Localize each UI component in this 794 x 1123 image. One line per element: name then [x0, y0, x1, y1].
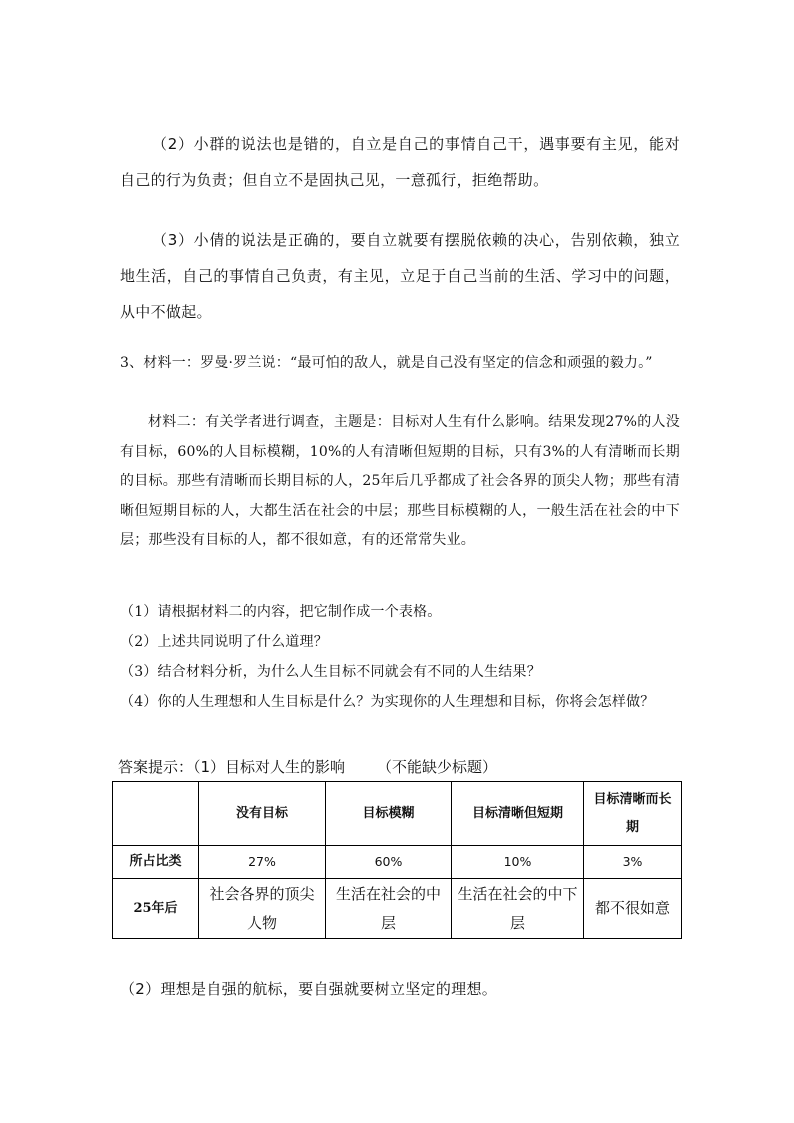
table-header-row	[113, 782, 682, 846]
question-4: （4）你的人生理想和人生目标是什么？为实现你的人生理想和目标，你将会怎样做？	[120, 694, 655, 710]
table-row	[113, 879, 682, 939]
table-cell: 27%	[199, 846, 326, 879]
table-corner-cell	[113, 782, 199, 846]
table-header-cell: 目标清晰而长期	[584, 782, 682, 846]
table-header-cell: 没有目标	[199, 782, 326, 846]
table-row-header: 所占比类	[113, 846, 199, 879]
material-one: 3、材料一：罗曼·罗兰说：“最可怕的敌人，就是自己没有坚定的信念和顽强的毅力。”	[120, 355, 653, 371]
answer-hint-label: 答案提示：（1）目标对人生的影响	[118, 758, 346, 776]
table-cell: 10%	[452, 846, 584, 879]
table-header-cell: 目标清晰但短期	[452, 782, 584, 846]
question-2: （2）上述共同说明了什么道理？	[120, 634, 328, 650]
table-cell: 生活在社会的中层	[326, 879, 452, 939]
table-cell: 60%	[326, 846, 452, 879]
table-cell: 都不很如意	[584, 879, 682, 939]
material-two: 材料二：有关学者进行调查，主题是：目标对人生有什么影响。结果发现27%的人没有目标，60%的人目标模糊，10%的人有清晰但短期的目标，只有3%的人有清晰而长期的目标。那些有清晰而长期目标的人，25年后几乎都成了社会各界的顶尖人物；那些有清晰但短期目标的人，大都生活在社会的中层；那些目标模糊的人，一般生活在社会的中下层；那些没有目标的人，都不很如意，有的还常常失业。	[120, 414, 680, 548]
table-cell: 生活在社会的中下层	[452, 879, 584, 939]
table-row-header: 25年后	[113, 879, 199, 939]
answer-paragraph-3: （3）小倩的说法是正确的，要自立就要有摆脱依赖的决心，告别依赖，独立地生活，自己的事情自己负责，有主见，立足于自己当前的生活、学习中的问题，从中不做起。	[120, 231, 680, 321]
answer-2: （2）理想是自强的航标，要自强就要树立坚定的理想。	[120, 980, 498, 998]
table-cell: 3%	[584, 846, 682, 879]
answer-hint	[118, 754, 497, 780]
table-cell: 社会各界的顶尖人物	[199, 879, 326, 939]
answer-hint-note: （不能缺少标题）	[377, 758, 498, 776]
table-row	[113, 846, 682, 879]
question-3: （3）结合材料分析，为什么人生目标不同就会有不同的人生结果？	[120, 664, 541, 680]
answer-paragraph-2: （2）小群的说法也是错的，自立是自己的事情自己干，遇事要有主见，能对自己的行为负责；但自立不是固执己见，一意孤行，拒绝帮助。	[120, 135, 680, 189]
table-header-cell: 目标模糊	[326, 782, 452, 846]
question-1: （1）请根据材料二的内容，把它制作成一个表格。	[120, 604, 442, 620]
goal-impact-table	[112, 781, 682, 939]
